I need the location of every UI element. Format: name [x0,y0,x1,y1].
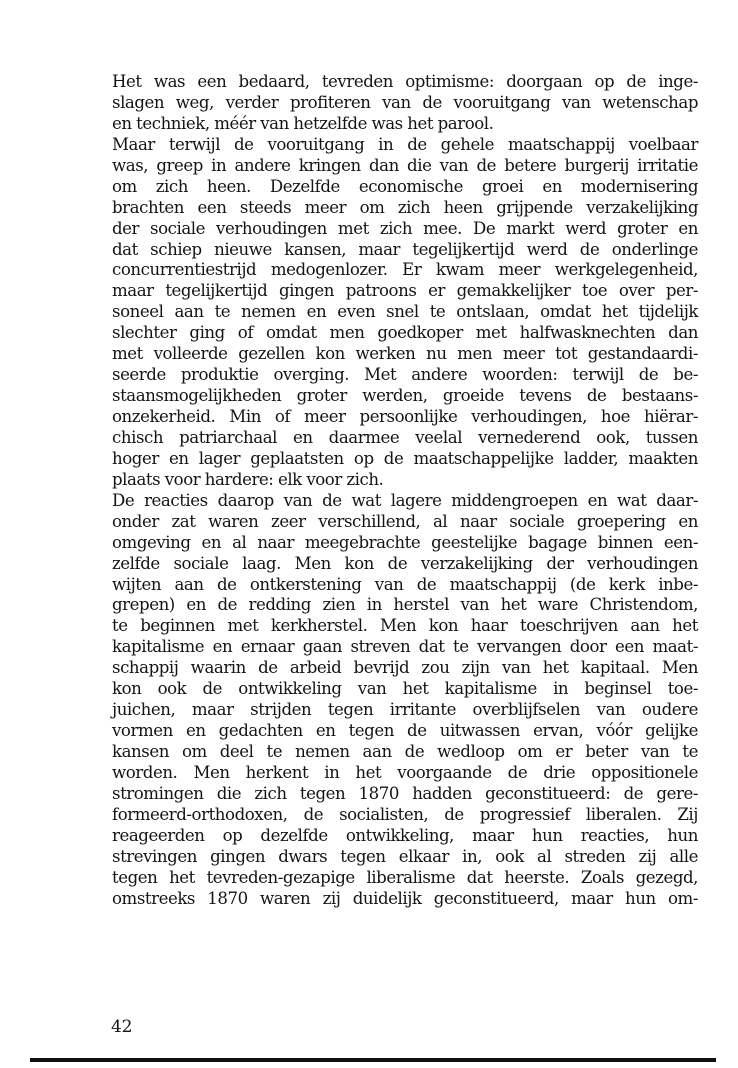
text-line: formeerd-orthodoxen, de socialisten, de progressief liberalen. Zij [112,804,698,824]
text-line: soneel aan te nemen en even snel te ontslaan, omdat het tijdelijk [112,302,698,322]
text-line: kon ook de ontwikkeling van het kapitalisme in beginsel toe- [112,679,698,699]
text-line: kansen om deel te nemen aan de wedloop om er beter van te [112,742,698,761]
text-line: brachten een steeds meer om zich heen grijpende verzakelijking [112,197,698,217]
text-line: was, greep in andere kringen dan die van de betere burgerij irritatie [112,155,698,175]
text-line: onzekerheid. Min of meer persoonlijke verhoudingen, hoe hiërar- [112,407,698,426]
text-line: Maar terwijl de vooruitgang in de gehele maatschappij voelbaar [112,134,698,154]
text-line: kapitalisme en ernaar gaan streven dat te vervangen door een maat- [112,637,698,657]
paragraph [112,135,698,491]
text-line: juichen, maar strijden tegen irritante overblijfselen van oudere [112,700,698,720]
text-line: slechter ging of omdat men goedkoper met halfwasknechten dan [112,323,698,343]
text-line: en techniek, méér van hetzelfde was het parool. [112,113,494,133]
text-line: omstreeks 1870 waren zij duidelijk geconstitueerd, maar hun om- [112,888,698,908]
text-line: dat schiep nieuwe kansen, maar tegelijkertijd werd de onderlinge [112,239,698,259]
text-line: strevingen gingen dwars tegen elkaar in, ook al streden zij alle [112,846,698,866]
text-line: concurrentiestrijd medogenlozer. Er kwam meer werkgelegenheid, [112,260,698,280]
text-line: plaats voor hardere: elk voor zich. [112,469,384,489]
paragraph [112,491,698,910]
text-line: De reacties daarop van de wat lagere middengroepen en wat daar- [112,490,698,510]
text-line: hoger en lager geplaatsten op de maatschappelijke ladder, maakten [112,448,698,468]
text-line: reageerden op dezelfde ontwikkeling, maar hun reacties, hun [112,825,698,845]
text-line: onder zat waren zeer verschillend, al naar sociale groepering en [112,511,698,531]
text-line: te beginnen met kerkherstel. Men kon haar toeschrijven aan het [112,616,698,636]
text-line: schappij waarin de arbeid bevrijd zou zijn van het kapitaal. Men [112,658,698,678]
text-line: stromingen die zich tegen 1870 hadden geconstitueerd: de gere- [112,783,698,803]
text-line: grepen) en de redding zien in herstel van het ware Christendom, [112,595,698,615]
text-line: zelfde sociale laag. Men kon de verzakelijking der verhoudingen [112,553,698,573]
paragraph [112,72,698,135]
text-line: omgeving en al naar meegebrachte geestelijke bagage binnen een- [112,532,698,552]
text-line: der sociale verhoudingen met zich mee. De markt werd groter en [112,218,698,238]
text-line: worden. Men herkent in het voorgaande de drie oppositionele [112,762,698,782]
text-line: vormen en gedachten en tegen de uitwassen ervan, vóór gelijke [112,721,698,741]
footer-rule [30,1058,716,1062]
text-line: met volleerde gezellen kon werken nu men meer tot gestandaardi- [112,344,698,364]
body-text [112,72,698,910]
page-number: 42 [111,1017,133,1037]
text-line: maar tegelijkertijd gingen patroons er gemakkelijker toe over per- [112,281,698,301]
text-line: wijten aan de ontkerstening van de maatschappij (de kerk inbe- [112,574,698,594]
text-line: seerde produktie overging. Met andere woorden: terwijl de be- [112,365,698,385]
text-line: Het was een bedaard, tevreden optimisme: doorgaan op de inge- [112,72,698,91]
text-line: staansmogelijkheden groter werden, groeide tevens de bestaans- [112,386,698,406]
text-line: slagen weg, verder profiteren van de vooruitgang van wetenschap [112,92,698,112]
text-line: chisch patriarchaal en daarmee veelal vernederend ook, tussen [112,427,698,447]
text-line: om zich heen. Dezelfde economische groei en modernisering [112,176,698,196]
text-line: tegen het tevreden-gezapige liberalisme dat heerste. Zoals gezegd, [112,867,698,887]
